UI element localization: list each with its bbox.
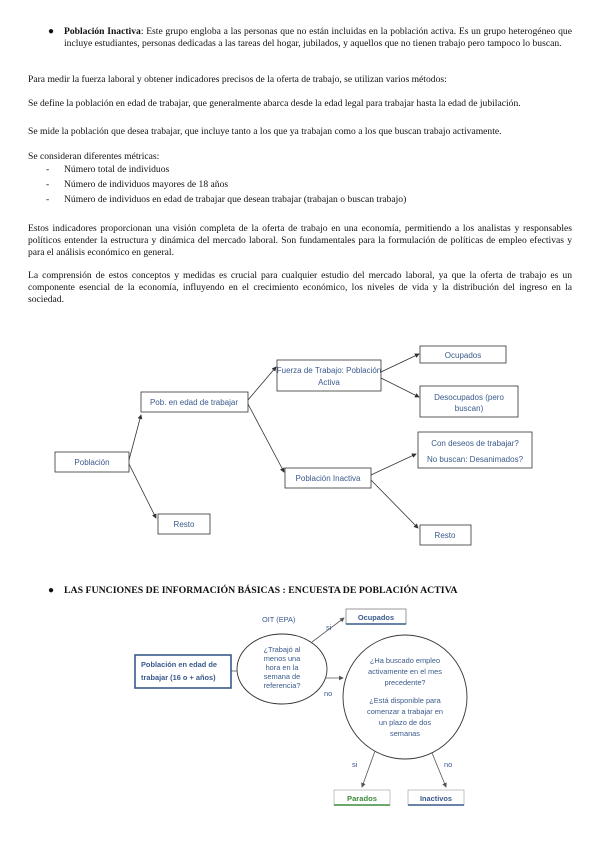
label-fuerza-1: Fuerza de Trabajo: Población <box>276 366 382 375</box>
q1-line: ¿Trabajó al <box>263 645 301 654</box>
label-inactiva: Población Inactiva <box>295 474 361 483</box>
label-edad-trabajar: Pob. en edad de trabajar <box>149 398 239 407</box>
label-poblacion: Población <box>74 458 110 467</box>
label-parados: Parados <box>347 794 377 803</box>
label-ocupados: Ocupados <box>444 351 482 360</box>
q1-line: referencia? <box>263 681 301 690</box>
label-inactivos: Inactivos <box>419 794 453 803</box>
label-oit: OIT (EPA) <box>262 615 296 624</box>
list-dash: - <box>46 179 50 190</box>
q1-line: hora en la <box>265 663 299 672</box>
bullet-text: : Este grupo engloba a las personas que no están incluidas en la población activa. Es un grupo heterogéneo que incluye estudiantes, personas dedicadas a las tareas del hogar, jubilados, y aquellos que no tienen trabajo pero tampoco lo buscan. <box>64 26 572 49</box>
metric-item: Número de individuos en edad de trabajar que desean trabajar (trabajan o buscan trabajo) <box>64 194 407 205</box>
q2-line: ¿Ha buscado empleo <box>369 656 441 665</box>
q2-line: activamente en el mes <box>368 667 442 676</box>
label-resto-left: Resto <box>173 520 195 529</box>
label-deseos-2: No buscan: Desanimados? <box>426 455 524 464</box>
list-dash: - <box>46 194 50 205</box>
label-desocupados-2: buscan) <box>454 404 484 413</box>
q3-line: un plazo de dos <box>378 718 432 727</box>
bullet-dot: ● <box>48 585 55 596</box>
label-si-top: si <box>326 623 332 632</box>
arrow <box>432 753 446 787</box>
metric-item: Número total de individuos <box>64 164 170 175</box>
method-3: Se consideran diferentes métricas: <box>28 151 160 162</box>
q3-line: comenzar a trabajar en <box>367 707 443 716</box>
label-ocupados-epa: Ocupados <box>357 613 395 622</box>
method-1: Se define la población en edad de trabajar, que generalmente abarca desde la edad legal para trabajar hasta la edad de jubilación. <box>28 98 521 109</box>
label-fuerza-2: Activa <box>318 378 340 387</box>
arrow <box>362 751 375 787</box>
paragraph-3: La comprensión de estos conceptos y medidas es crucial para cualquier estudio del mercado laboral, ya que la oferta de trabajo es un componente esencial de la economía, influyendo en el crecimiento económico, los niveles de vida y la distribución del ingreso en la sociedad. <box>28 270 572 305</box>
label-si-bottom: si <box>352 760 358 769</box>
list-dash: - <box>46 164 50 175</box>
bullet-term: Población Inactiva <box>64 26 141 37</box>
q3-line: ¿Está disponible para <box>369 696 441 705</box>
q1-line: menos una <box>263 654 301 663</box>
q3-line: semanas <box>390 729 420 738</box>
label-no-mid: no <box>324 689 333 698</box>
label-resto-right: Resto <box>434 531 456 540</box>
method-2: Se mide la población que desea trabajar, que incluye tanto a los que ya trabajan como a los que buscan trabajo activamente. <box>28 126 502 137</box>
label-deseos-1: Con deseos de trabajar? <box>431 439 519 448</box>
label-left-box-2: trabajar (16 o + años) <box>141 673 216 682</box>
section-heading-text: LAS FUNCIONES DE INFORMACIÓN BÁSICAS : ENCUESTA DE POBLACIÓN ACTIVA <box>64 585 458 596</box>
methods-intro: Para medir la fuerza laboral y obtener indicadores precisos de la oferta de trabajo, se utilizan varios métodos: <box>28 74 447 85</box>
bullet-dot: ● <box>48 26 55 37</box>
q2-line: precedente? <box>384 678 426 687</box>
label-desocupados-1: Desocupados (pero <box>434 393 504 402</box>
label-no-bottom: no <box>444 760 453 769</box>
metric-item: Número de individuos mayores de 18 años <box>64 179 229 190</box>
label-left-box-1: Población en edad de <box>141 660 217 669</box>
paragraph-2: Estos indicadores proporcionan una visión completa de la oferta de trabajo en una economía, permitiendo a los analistas y responsables políticos entender la estructura y dinámica del mercado laboral. Son fundamentales para la formulación de políticas de empleo efectivas y para el análisis económico en general. <box>28 223 572 258</box>
q1-line: semana de <box>263 672 301 681</box>
